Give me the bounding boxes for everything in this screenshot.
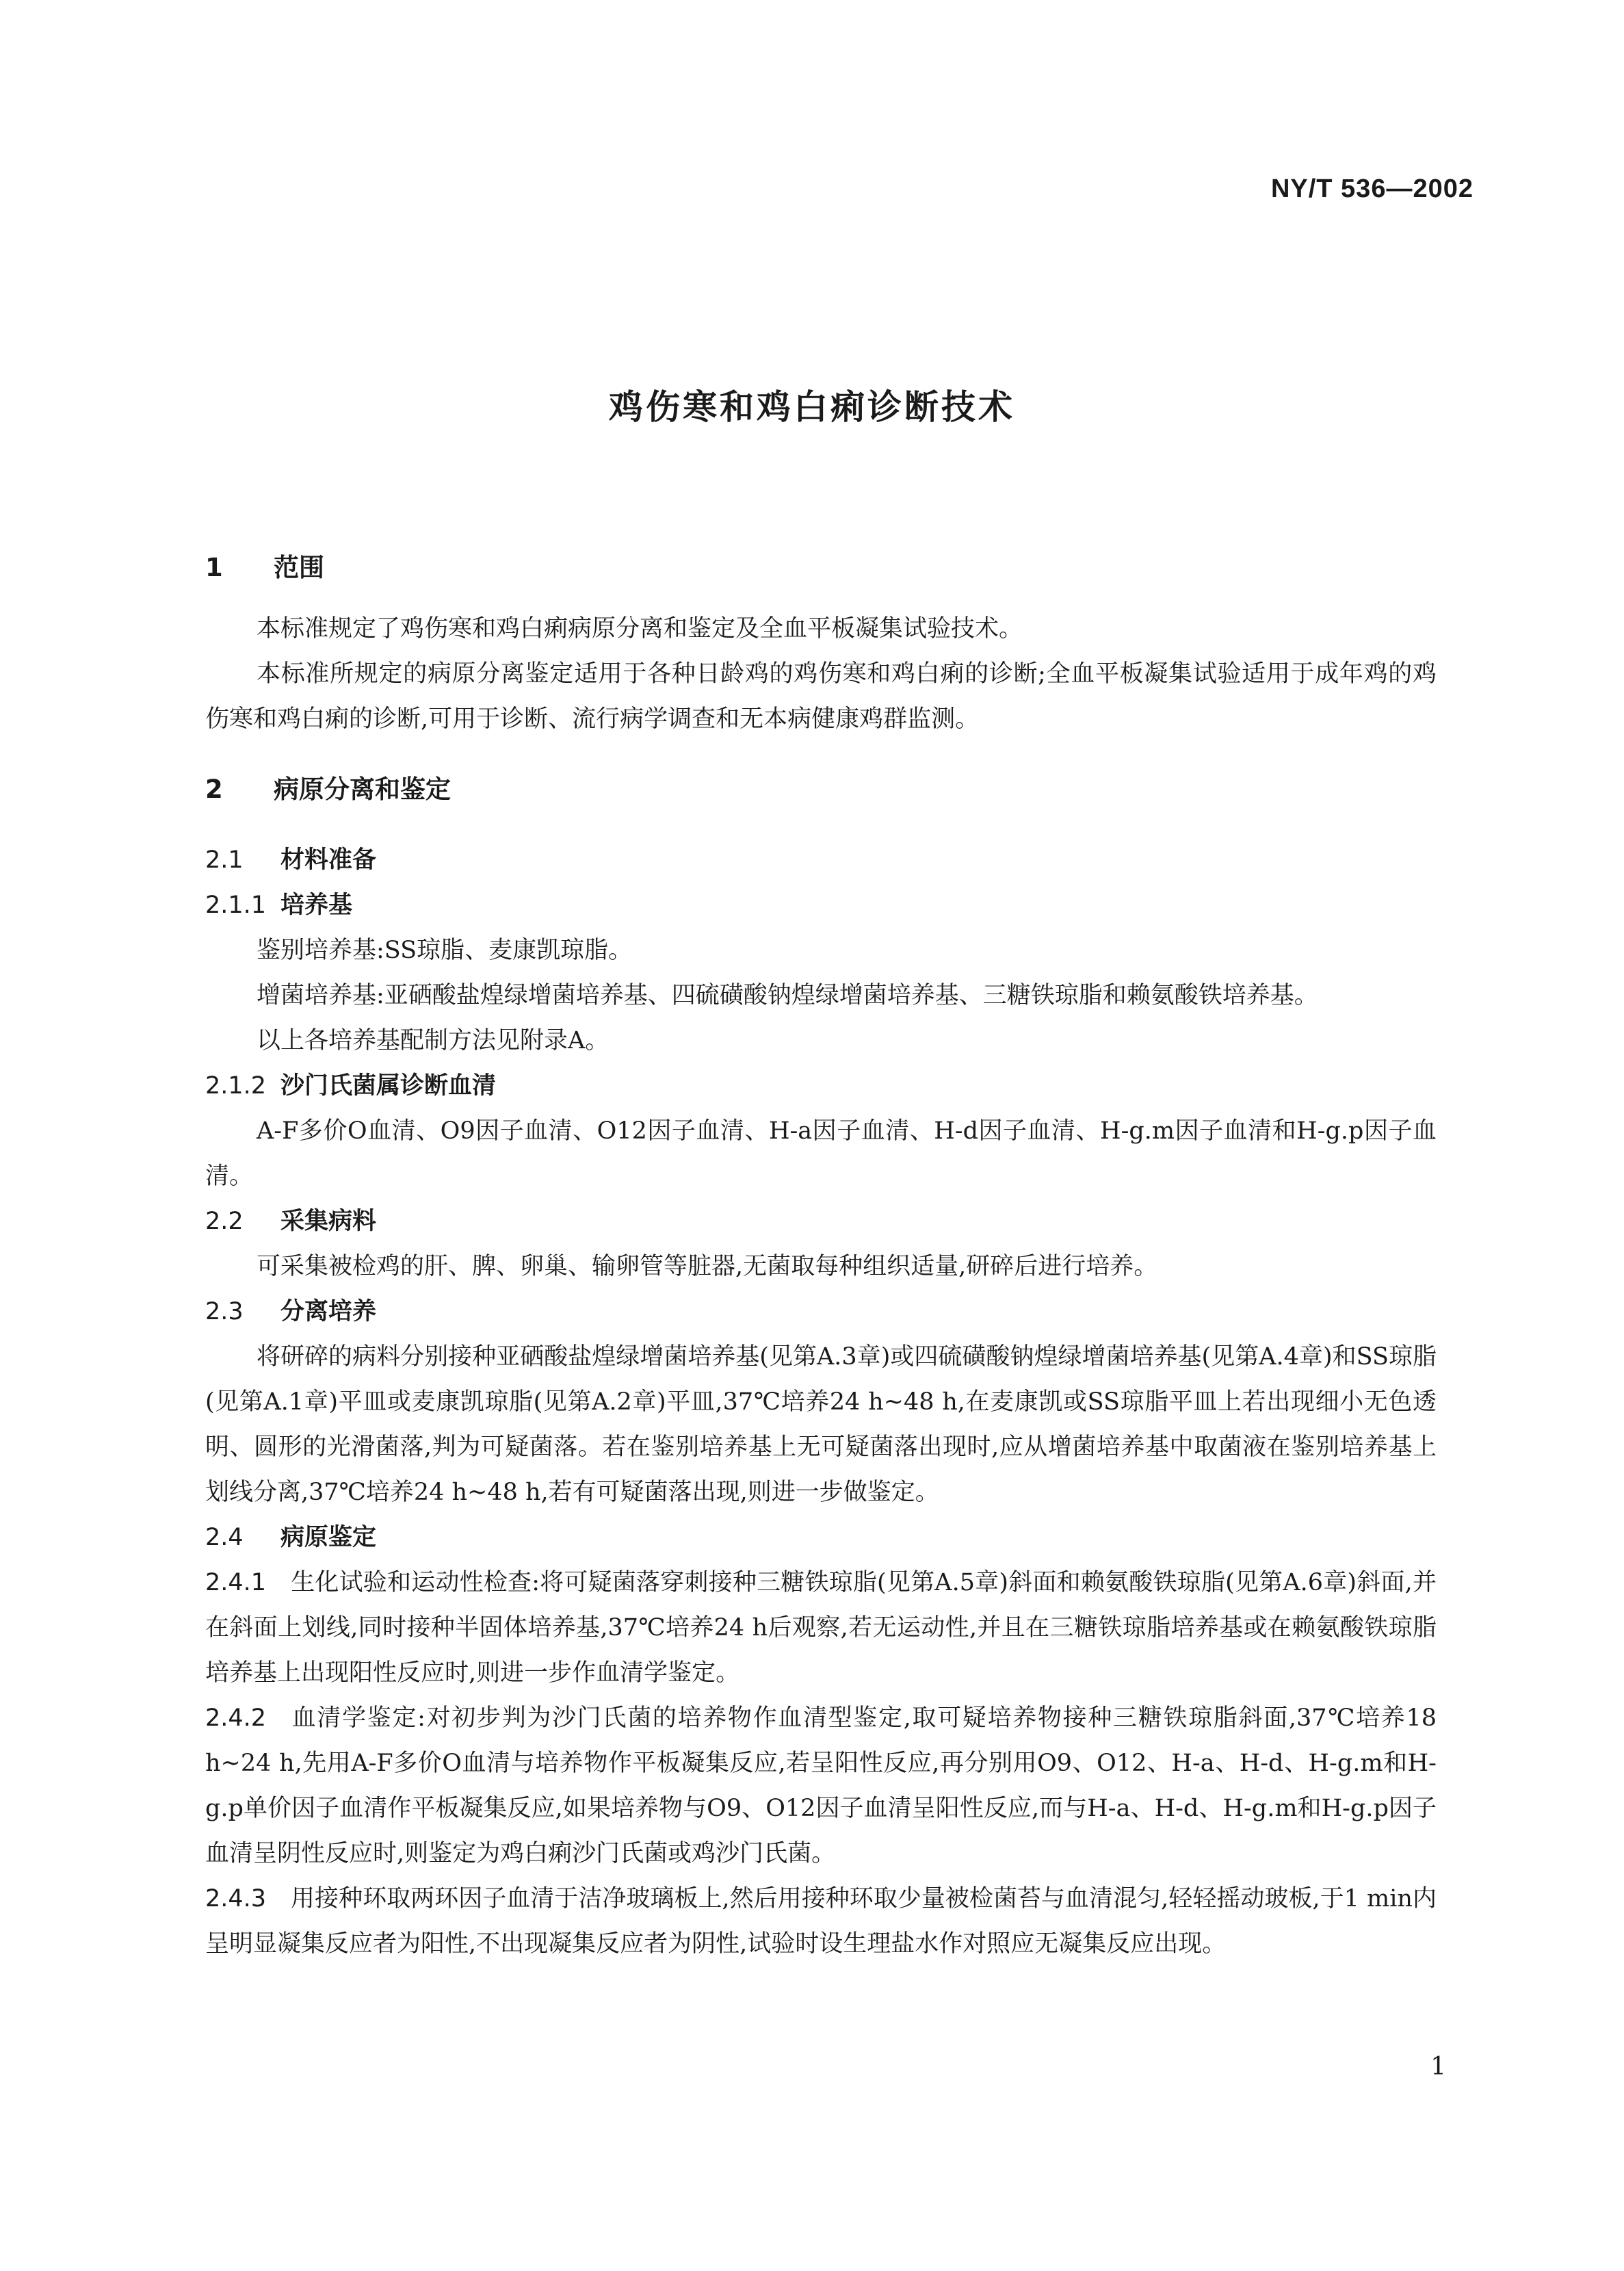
paragraph: 本标准规定了鸡伤寒和鸡白痢病原分离和鉴定及全血平板凝集试验技术。 [257,615,1023,643]
clause-text: 血清学鉴定:对初步判为沙门氏菌的培养物作血清型鉴定,取可疑培养物接种三糖铁琼脂斜面,37℃培养18 h~24 h,先用A-F多价O血清与培养物作平板凝集反应,若呈阳性反应,再分别用O9、O12、H-a、H-d、H-g.m和H-g.p单价因子血清作平板凝集反应,如果培养物与O9、O12因子血清呈阳性反应,而与H-a、H-d、H-g.m和H-g.p因子血清呈阴性反应时,则鉴定为鸡白痢沙门氏菌或鸡沙门氏菌。 [205,1704,1437,1867]
section-2-1-heading [205,838,1437,883]
paragraph: 将研碎的病料分别接种亚硒酸盐煌绿增菌培养基(见第A.3章)或四硫磺酸钠煌绿增菌培养基(见第A.4章)和SS琼脂(见第A.1章)平皿或麦康凯琼脂(见第A.2章)平皿,37℃培养24 h~48 h,在麦康凯或SS琼脂平皿上若出现细小无色透明、圆形的光滑菌落,判为可疑菌落。若在鉴别培养基上无可疑菌落出现时,应从增菌培养基中取菌液在鉴别培养基上划线分离,37℃培养24 h~48 h,若有可疑菌落出现,则进一步做鉴定。 [205,1343,1437,1506]
clause-2-4-2 [205,1696,1437,1876]
section-2-2-heading [205,1199,1437,1244]
clause-2-4-1 [205,1560,1437,1696]
clause-number: 2.4.3 [205,1885,267,1912]
section-title: 范围 [274,553,324,582]
section-number: 2.3 [205,1298,244,1325]
section-number: 2.4 [205,1524,244,1551]
clause-number: 2.4.2 [205,1704,267,1732]
section-1-heading [205,547,1437,588]
paragraph: A-F多价O血清、O9因子血清、O12因子血清、H-a因子血清、H-d因子血清、H-g.m因子血清和H-g.p因子血清。 [205,1117,1437,1190]
clause-number: 2.4.1 [205,1569,267,1596]
section-title: 病原鉴定 [280,1524,377,1551]
section-2-4-heading [205,1515,1437,1560]
section-title: 材料准备 [280,846,377,874]
clause-text: 用接种环取两环因子血清于洁净玻璃板上,然后用接种环取少量被检菌苔与血清混匀,轻轻摇动玻板,于1 min内呈明显凝集反应者为阳性,不出现凝集反应者为阴性,试验时设生理盐水作对照应无凝集反应出现。 [205,1885,1437,1958]
section-2-3-heading [205,1289,1437,1334]
section-number: 1 [205,553,223,582]
section-number: 2.1.1 [205,892,267,919]
document-title: 鸡伤寒和鸡白痢诊断技术 [609,387,1015,427]
section-2-1-1-heading [205,883,1437,928]
paragraph: 以上各培养基配制方法见附录A。 [257,1027,610,1054]
section-number: 2.1.2 [205,1072,267,1100]
document-body [205,547,1437,1967]
section-number: 2.2 [205,1208,244,1235]
section-title: 沙门氏菌属诊断血清 [280,1072,497,1100]
clause-text: 生化试验和运动性检查:将可疑菌落穿刺接种三糖铁琼脂(见第A.5章)斜面和赖氨酸铁琼脂(见第A.6章)斜面,并在斜面上划线,同时接种半固体培养基,37℃培养24 h后观察,若无运动性,并且在三糖铁琼脂培养基或在赖氨酸铁琼脂培养基上出现阳性反应时,则进一步作血清学鉴定。 [205,1569,1437,1687]
paragraph: 本标准所规定的病原分离鉴定适用于各种日龄鸡的鸡伤寒和鸡白痢的诊断;全血平板凝集试验适用于成年鸡的鸡伤寒和鸡白痢的诊断,可用于诊断、流行病学调查和无本病健康鸡群监测。 [205,660,1437,733]
section-title: 培养基 [280,892,353,919]
paragraph: 可采集被检鸡的肝、脾、卵巢、输卵管等脏器,无菌取每种组织适量,研碎后进行培养。 [257,1253,1158,1280]
section-title: 病原分离和鉴定 [274,775,451,804]
section-title: 分离培养 [280,1298,377,1325]
section-title: 采集病料 [280,1208,377,1235]
section-number: 2 [205,775,223,804]
paragraph: 增菌培养基:亚硒酸盐煌绿增菌培养基、四硫磺酸钠煌绿增菌培养基、三糖铁琼脂和赖氨酸铁培养基。 [257,982,1318,1009]
section-2-1-2-heading [205,1063,1437,1108]
paragraph: 鉴别培养基:SS琼脂、麦康凯琼脂。 [257,937,633,964]
clause-2-4-3 [205,1876,1437,1967]
standard-code: NY/T 536—2002 [1270,174,1474,203]
section-2-heading [205,769,1437,810]
page-number: 1 [1430,2053,1446,2081]
section-number: 2.1 [205,846,244,874]
